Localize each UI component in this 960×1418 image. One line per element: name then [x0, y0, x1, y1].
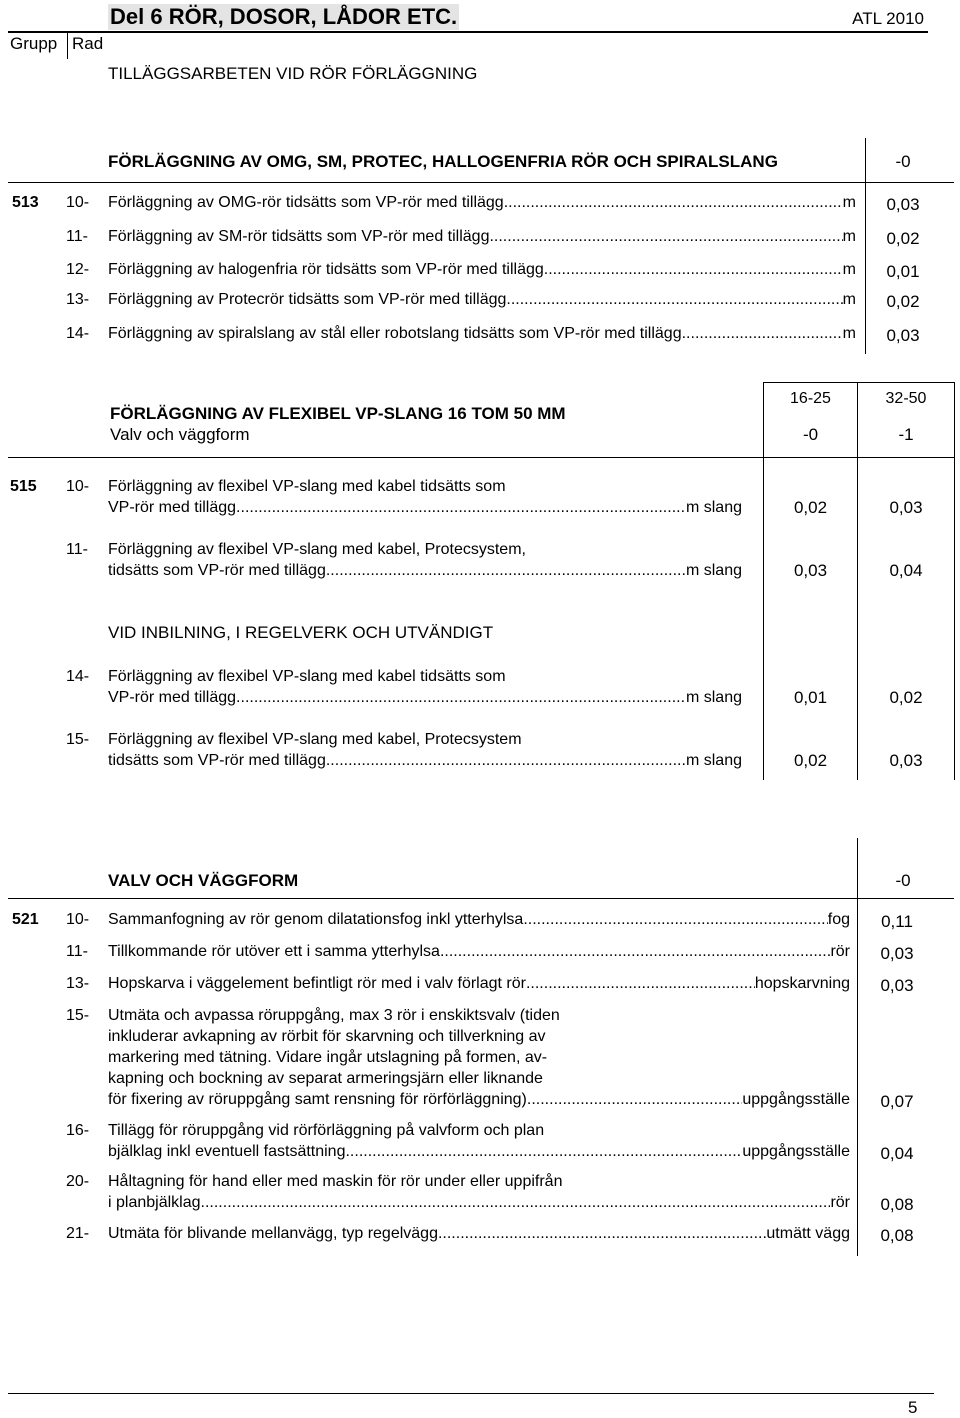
- column-label-32-50: 32-50: [885, 390, 927, 407]
- row-unit: m: [842, 194, 856, 211]
- row-description-text: inkluderar avkapning av rörbit för skarvning och tillverkning av: [108, 1028, 546, 1045]
- row-number: 14-: [66, 325, 90, 342]
- row-unit: uppgångsställe: [742, 1143, 850, 1160]
- row-number: 13-: [66, 975, 90, 992]
- row-number: 11-: [66, 943, 88, 960]
- row-unit: uppgångsställe: [742, 1091, 850, 1108]
- row-unit: m: [842, 228, 856, 245]
- row-description-text: tidsätts som VP-rör med tillägg: [108, 562, 326, 579]
- row-value: 0,07: [880, 1092, 914, 1111]
- dot-leader: [236, 688, 686, 708]
- row-number: 11-: [66, 541, 88, 558]
- dot-leader: [526, 974, 755, 994]
- dot-leader: [544, 260, 843, 280]
- row-unit: rör: [830, 1194, 850, 1211]
- row-description-line: [108, 561, 742, 581]
- dot-leader: [506, 290, 842, 310]
- row-unit: m slang: [685, 752, 742, 769]
- group-number: 513: [12, 194, 39, 211]
- row-value-16-25: 0,02: [793, 498, 828, 517]
- row-description-line: [108, 688, 742, 708]
- row-number: 11-: [66, 228, 88, 245]
- column-label-16-25: 16-25: [790, 390, 831, 407]
- row-value-32-50: 0,04: [889, 561, 923, 580]
- row-value-16-25: 0,01: [793, 688, 828, 707]
- row-description-text: Tillägg för röruppgång vid rörförläggning på valvform och plan: [108, 1122, 545, 1139]
- row-description-line: [108, 910, 850, 930]
- row-description-text: Förläggning av OMG-rör tidsätts som VP-rör med tillägg: [108, 194, 504, 211]
- row-description-text: Förläggning av flexibel VP-slang med kabel tidsätts som: [108, 668, 506, 685]
- dot-leader: [326, 751, 686, 771]
- row-value: 0,11: [881, 912, 913, 931]
- row-value: 0,02: [886, 229, 920, 248]
- dot-leader: [504, 193, 843, 213]
- section-rule: [8, 182, 954, 183]
- column-label-row: Rad: [72, 34, 104, 53]
- row-description-text: tidsätts som VP-rör med tillägg: [108, 752, 326, 769]
- row-description-text: VP-rör med tillägg: [108, 689, 237, 706]
- row-value: 0,02: [886, 292, 920, 311]
- dot-leader: [326, 561, 686, 581]
- row-unit: utmätt vägg: [766, 1225, 850, 1242]
- footer-rule: [8, 1393, 934, 1394]
- row-description-text: kapning och bockning av separat armeringsjärn eller liknande: [108, 1070, 543, 1087]
- row-value-32-50: 0,03: [889, 751, 923, 770]
- row-unit: hopskarvning: [754, 975, 850, 992]
- header-column-divider: [67, 31, 68, 59]
- column-label-group: Grupp: [10, 34, 58, 53]
- row-unit: m: [842, 291, 856, 308]
- row-description-line: [108, 290, 856, 310]
- row-description-text: Förläggning av spiralslang av stål eller robotslang tidsätts som VP-rör med tillägg: [108, 325, 682, 342]
- row-description-line: [108, 498, 742, 518]
- dot-leader: [527, 1090, 742, 1110]
- row-description-text: Sammanfogning av rör genom dilatationsfog inkl ytterhylsa: [108, 911, 524, 928]
- row-description-line: [108, 1193, 850, 1213]
- row-description-text: Förläggning av flexibel VP-slang med kabel, Protecsystem: [108, 731, 522, 748]
- column-code-2: -1: [898, 425, 914, 444]
- row-number: 15-: [66, 1007, 90, 1024]
- column-code: -0: [895, 152, 911, 171]
- row-value: 0,03: [886, 326, 920, 345]
- dot-leader: [236, 498, 686, 518]
- row-value-16-25: 0,03: [793, 561, 828, 580]
- section-heading: FÖRLÄGGNING AV FLEXIBEL VP-SLANG 16 TOM 50 MM: [110, 404, 566, 423]
- value-column-divider: [857, 838, 858, 1256]
- row-description-text: Förläggning av SM-rör tidsätts som VP-rör med tillägg: [108, 228, 490, 245]
- section-rule: [8, 898, 954, 899]
- row-value-32-50: 0,03: [889, 498, 923, 517]
- section-heading: FÖRLÄGGNING AV OMG, SM, PROTEC, HALLOGENFRIA RÖR OCH SPIRALSLANG: [108, 152, 778, 171]
- row-description-text: Tillkommande rör utöver ett i samma ytterhylsa: [108, 943, 440, 960]
- row-description-text: Förläggning av flexibel VP-slang med kabel, Protecsystem,: [108, 541, 526, 558]
- row-description-text: Hopskarva i väggelement befintligt rör med i valv förlagt rör: [108, 975, 526, 992]
- row-number: 16-: [66, 1122, 90, 1139]
- main-title: TILLÄGGSARBETEN VID RÖR FÖRLÄGGNING: [108, 64, 478, 83]
- row-number: 13-: [66, 291, 90, 308]
- row-description-text: Förläggning av Protecrör tidsätts som VP-rör med tillägg: [108, 291, 507, 308]
- row-description-line: [108, 942, 850, 962]
- row-number: 12-: [66, 261, 90, 278]
- section-subheading: Valv och väggform: [110, 425, 250, 444]
- header-rule: [8, 31, 928, 33]
- row-value: 0,03: [880, 944, 914, 963]
- row-number: 21-: [66, 1225, 90, 1242]
- row-description-text: Förläggning av halogenfria rör tidsätts som VP-rör med tillägg: [108, 261, 544, 278]
- row-description-text: i planbjälklag: [108, 1194, 201, 1211]
- column-code: -0: [895, 871, 911, 890]
- row-unit: m slang: [685, 689, 742, 706]
- row-number: 15-: [66, 731, 90, 748]
- row-value: 0,03: [886, 195, 920, 214]
- row-description-text: Håltagning för hand eller med maskin för rör under eller uppifrån: [108, 1173, 563, 1190]
- row-description-line: [108, 1142, 850, 1162]
- section-rule: [8, 457, 954, 458]
- row-unit: m slang: [685, 499, 742, 516]
- row-value: 0,01: [886, 262, 920, 281]
- row-unit: m: [842, 261, 856, 278]
- row-description-line: [108, 227, 856, 247]
- row-description-line: [108, 324, 856, 344]
- row-description-text: Utmäta och avpassa röruppgång, max 3 rör i enskiktsvalv (tiden: [108, 1007, 560, 1024]
- row-number: 10-: [66, 911, 90, 928]
- document-title: Del 6 RÖR, DOSOR, LÅDOR ETC.: [110, 4, 458, 29]
- row-value-32-50: 0,02: [889, 688, 923, 707]
- dot-leader: [438, 1224, 766, 1244]
- row-number: 10-: [66, 194, 90, 211]
- row-unit: fog: [827, 911, 850, 928]
- row-description-text: Utmäta för blivande mellanvägg, typ regelvägg: [108, 1225, 438, 1242]
- row-number: 10-: [66, 478, 90, 495]
- row-number: 14-: [66, 668, 90, 685]
- row-description-line: [108, 193, 856, 213]
- row-value: 0,08: [880, 1195, 914, 1214]
- column-code-1: -0: [802, 425, 819, 444]
- dot-leader: [489, 227, 842, 247]
- row-description-line: [108, 1090, 850, 1110]
- row-value: 0,03: [880, 976, 914, 995]
- row-description-text: för fixering av röruppgång samt rensning för rörförläggning): [108, 1091, 527, 1108]
- dot-leader: [201, 1193, 831, 1213]
- row-description-text: Förläggning av flexibel VP-slang med kabel tidsätts som: [108, 478, 506, 495]
- row-unit: m: [842, 325, 856, 342]
- row-description-text: markering med tätning. Vidare ingår utslagning på formen, av-: [108, 1049, 548, 1066]
- page-number: 5: [908, 1398, 918, 1417]
- column-divider-3: [954, 382, 955, 780]
- dot-leader: [440, 942, 830, 962]
- section-heading: VALV OCH VÄGGFORM: [108, 871, 299, 890]
- sub-heading: VID INBILNING, I REGELVERK OCH UTVÄNDIGT: [108, 623, 494, 642]
- row-unit: rör: [830, 943, 850, 960]
- dot-leader: [345, 1142, 742, 1162]
- group-number: 515: [10, 478, 37, 495]
- row-value: 0,08: [880, 1226, 914, 1245]
- row-description-line: [108, 751, 742, 771]
- row-number: 20-: [66, 1173, 90, 1190]
- table-top-rule: [763, 382, 955, 383]
- row-unit: m slang: [685, 562, 742, 579]
- dot-leader: [523, 910, 827, 930]
- row-description-line: [108, 974, 850, 994]
- row-value-16-25: 0,02: [793, 751, 828, 770]
- edition-label: ATL 2010: [852, 9, 924, 28]
- dot-leader: [682, 324, 843, 344]
- group-number: 521: [12, 911, 39, 928]
- row-value: 0,04: [880, 1144, 914, 1163]
- row-description-line: [108, 260, 856, 280]
- row-description-text: VP-rör med tillägg: [108, 499, 237, 516]
- row-description-line: [108, 1224, 850, 1244]
- row-description-text: bjälklag inkl eventuell fastsättning: [108, 1143, 346, 1160]
